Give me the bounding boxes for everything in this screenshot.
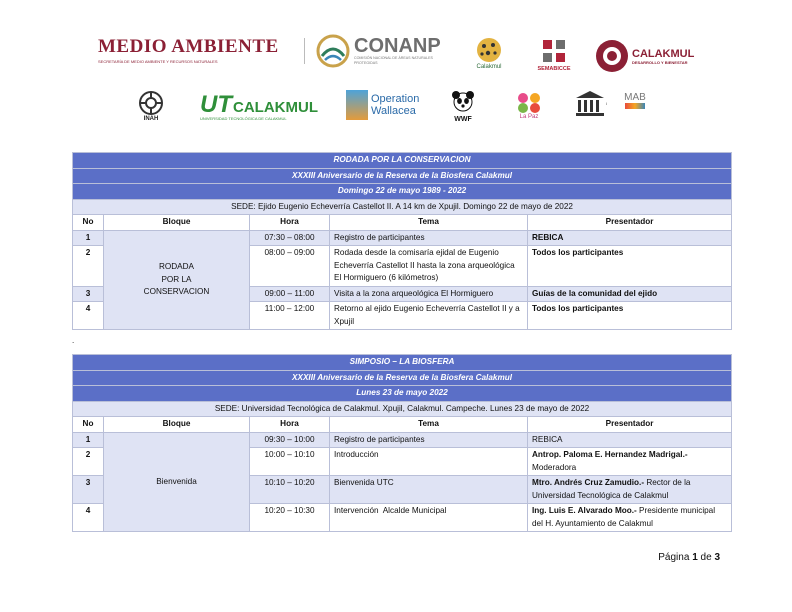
presenter-role: Rector de la Universidad Tecnológica de Calakmul (532, 478, 691, 500)
row-no: 1 (73, 432, 104, 448)
conanp-logo (316, 34, 441, 68)
schedule-table-rodada (72, 152, 732, 330)
row-presentador (528, 448, 732, 476)
calakmul-ayuntamiento-subtitle: DESARROLLO Y BIENESTAR (632, 59, 688, 65)
unesco-label (606, 102, 607, 106)
mab-label: MAB (624, 92, 646, 103)
page-prefix: Página (658, 552, 693, 563)
operation-wallacea-logo (346, 90, 419, 120)
header-tema: Tema (330, 417, 528, 433)
row-tema: Retorno al ejido Eugenio Echeverría Castellot II y a Xpujil (330, 302, 528, 330)
presenter-role: Moderadora (532, 462, 577, 472)
table-date: Domingo 22 de mayo 1989 - 2022 (73, 184, 732, 200)
table-date: Lunes 23 de mayo 2022 (73, 386, 732, 402)
row-hora: 09:00 – 11:00 (250, 286, 330, 302)
row-no: 1 (73, 230, 104, 246)
operation-wallacea-line1: Operation (371, 93, 420, 105)
row-hora: 07:30 – 08:00 (250, 230, 330, 246)
panda-icon (451, 90, 475, 116)
row-tema: Registro de participantes (330, 432, 528, 448)
page-current: 1 (692, 552, 698, 563)
lapaz-logo (512, 90, 546, 120)
mab-stripe-icon (625, 103, 645, 109)
table-subtitle: XXXIII Aniversario de la Reserva de la Biosfera Calakmul (73, 370, 732, 386)
row-hora: 10:20 – 10:30 (250, 504, 330, 532)
table-sede: SEDE: Ejido Eugenio Echeverría Castellot II. A 14 km de Xpujil. Domingo 22 de mayo de 2022 (73, 199, 732, 215)
mab-logo (618, 92, 652, 109)
table-row (73, 432, 732, 448)
table-row (73, 230, 732, 246)
table-title: SIMPOSIO – LA BIOSFERA (73, 355, 732, 371)
row-no: 3 (73, 286, 104, 302)
semabicce-emblem-icon (539, 36, 569, 66)
bloque-line: RODADA (158, 262, 195, 271)
medio-ambiente-subtitle: SECRETARÍA DE MEDIO AMBIENTE Y RECURSOS NATURALES (98, 59, 218, 64)
conanp-subtitle: COMISIÓN NACIONAL DE ÁREAS NATURALES PROTEGIDAS (354, 56, 433, 65)
header-hora: Hora (250, 215, 330, 231)
operation-wallacea-emblem-icon (346, 90, 368, 120)
unesco-temple-icon (574, 90, 606, 118)
bloque-cell: Bienvenida (104, 432, 250, 532)
row-presentador: Todos los participantes (528, 246, 732, 287)
utc-title: CALAKMUL (233, 99, 318, 116)
calakmul-ayuntamiento-title: CALAKMUL (632, 47, 695, 60)
wwf-label: WWF (454, 116, 472, 123)
semabicce-label: SEMABICCE (537, 66, 571, 72)
operation-wallacea-line2: Wallacea (371, 105, 416, 117)
row-no: 2 (73, 448, 104, 476)
page-number (658, 552, 720, 563)
row-presentador (528, 504, 732, 532)
row-hora: 10:00 – 10:10 (250, 448, 330, 476)
calakmul-ayuntamiento-emblem-icon (594, 38, 630, 74)
row-tema: Intervención Alcalde Municipal (330, 504, 528, 532)
utc-subtitle: UNIVERSIDAD TECNOLÓGICA DE CALAKMUL (200, 116, 287, 121)
bloque-line: POR LA (161, 274, 192, 284)
presenter-name: Antrop. Paloma E. Hernandez Madrigal.- (532, 450, 688, 459)
schedule-table-simposio (72, 354, 732, 532)
row-tema: Bienvenida UTC (330, 476, 528, 504)
row-tema: Rodada desde la comisaría ejidal de Eugenio Echeverría Castellot II hasta la zona arqueológica El Hormiguero (6 kilómetros) (330, 246, 528, 287)
table-sede: SEDE: Universidad Tecnológica de Calakmul. Xpujil, Calakmul. Campeche. Lunes 23 de mayo de 2022 (73, 401, 732, 417)
row-hora: 11:00 – 12:00 (250, 302, 330, 330)
unesco-logo (574, 90, 607, 118)
page-total: 3 (714, 552, 720, 563)
presenter-name: Mtro. Andrés Cruz Zamudio.- (532, 478, 645, 487)
utc-prefix: UT (200, 91, 232, 118)
presenter-name: Ing. Luis E. Alvarado Moo.- (532, 506, 637, 515)
conanp-title: CONANP (354, 35, 441, 57)
header-hora: Hora (250, 417, 330, 433)
row-tema: Visita a la zona arqueológica El Hormiguero (330, 286, 528, 302)
header-presentador: Presentador (528, 215, 732, 231)
row-presentador: REBICA (528, 230, 732, 246)
header-no: No (73, 417, 104, 433)
logo-strip (0, 0, 792, 140)
lapaz-label: La Paz (519, 114, 539, 120)
row-hora: 09:30 – 10:00 (250, 432, 330, 448)
wwf-logo (450, 90, 476, 123)
row-tema: Introducción (330, 448, 528, 476)
row-no: 4 (73, 302, 104, 330)
calakmul-reserve-label: Calakmul (476, 64, 502, 70)
table-subtitle: XXXIII Aniversario de la Reserva de la Biosfera Calakmul (73, 168, 732, 184)
row-presentador (528, 476, 732, 504)
row-hora: 10:10 – 10:20 (250, 476, 330, 504)
row-no: 3 (73, 476, 104, 504)
table-title: RODADA POR LA CONSERVACION (73, 153, 732, 169)
calakmul-reserve-logo (472, 36, 506, 70)
page-middle: de (697, 552, 715, 563)
calakmul-ayuntamiento-logo (594, 38, 694, 74)
jaguar-icon (474, 36, 504, 64)
bloque-cell (104, 230, 250, 330)
utc-logo (200, 91, 318, 121)
medio-ambiente-title: MEDIO AMBIENTE (98, 36, 279, 57)
row-presentador: Todos los participantes (528, 302, 732, 330)
inah-label: INAH (143, 116, 159, 122)
row-presentador: REBICA (528, 432, 732, 448)
header-bloque: Bloque (104, 215, 250, 231)
semabicce-logo (532, 36, 576, 72)
row-no: 4 (73, 504, 104, 532)
inah-emblem-icon (137, 90, 165, 116)
header-tema: Tema (330, 215, 528, 231)
lapaz-emblem-icon (515, 90, 543, 114)
conanp-emblem-icon (316, 34, 350, 68)
inah-logo (136, 90, 166, 122)
logo-divider (304, 38, 305, 64)
header-presentador: Presentador (528, 417, 732, 433)
presenter-role: Presidente municipal del H. Ayuntamiento de Calakmul (532, 506, 716, 528)
row-presentador: Guías de la comunidad del ejido (528, 286, 732, 302)
row-hora: 08:00 – 09:00 (250, 246, 330, 287)
header-no: No (73, 215, 104, 231)
row-tema: Registro de participantes (330, 230, 528, 246)
medio-ambiente-logo (98, 36, 298, 64)
header-bloque: Bloque (104, 417, 250, 433)
row-no: 2 (73, 246, 104, 287)
separator-dot: . (72, 336, 75, 345)
bloque-line: CONSERVACION (143, 287, 210, 296)
